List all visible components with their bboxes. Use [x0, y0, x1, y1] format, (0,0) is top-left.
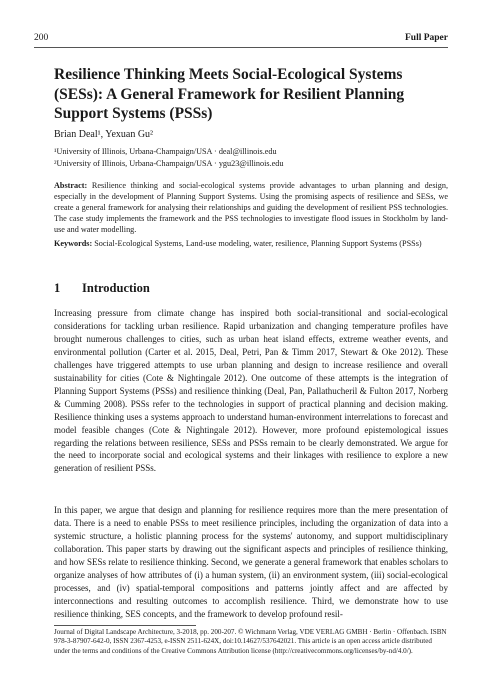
keywords-text: Social-Ecological Systems, Land-use modeling, water, resilience, Planning Support Systems (PSSs)	[94, 239, 422, 248]
body-paragraph-1: Increasing pressure from climate change has inspired both social-transitional and social-ecological considerations for tackling urban resilience. Rapid urbanization and changing temperature profiles have brought numerous challenges to cities, such as urban heat island effects, extreme weather events, and environmental pollution (Carter et al. 2015, Deal, Petri, Pan & Timm 2017, Stewart & Oke 2012). These challenges have triggered attempts to use urban planning and design to increase resilience and overall sustainability for cities (Cote & Nightingale 2012). One outcome of these attempts is the integration of Planning Support Systems (PSSs) and resilience thinking (Deal, Pan, Pallathucheril & Fulton 2017, Norberg & Cumming 2008). PSSs refer to the technologies in support of practical planning and decision making. Resilience thinking uses a systems approach to understand human-environment interrelations to forecast and model feasible changes (Cote & Nightingale 2012). However, more profound epistemological issues regarding the relations between resilience, SESs and PSSs remain to be clearly demonstrated. We argue for the need to incorporate social and ecological systems and their linkages with resilience to explore a new generation of resilient PSSs.	[54, 308, 448, 474]
paper-type: Full Paper	[404, 33, 448, 43]
paper-title: Resilience Thinking Meets Social-Ecological Systems (SESs): A General Framework for Resilient Planning Support Systems (PSSs)	[54, 66, 405, 122]
section-number: 1	[54, 281, 61, 295]
affiliation-1: ¹University of Illinois, Urbana-Champaign/USA · deal@illinois.edu	[54, 147, 277, 156]
keywords	[54, 238, 448, 249]
keywords-label: Keywords:	[54, 239, 93, 248]
section-title: Introduction	[82, 281, 150, 295]
footer-citation: Journal of Digital Landscape Architecture, 3-2018, pp. 200-207. © Wichmann Verlag, VDE VERLAG GMBH · Berlin · Offenbach. ISBN 978-3-87907-642-0, ISSN 2367-4253, e-ISSN 2511-624X, doi:10.14627/537642021. This article is an open access article distributed under the terms and conditions of the Creative Commons Attribution license (http://creativecommons.org/licenses/by-nd/4.0/).	[54, 628, 447, 655]
abstract-text: Resilience thinking and social-ecological systems provide advantages to urban planning and design, especially in the development of Planning Support Systems. Using the promising aspects of resilience and SESs, we create a general framework for analysing their relationships and guiding the development of resilient PSS technologies. The case study implements the framework and the PSS technologies to investigate flood issues in Stockholm by land-use and water modelling.	[54, 181, 449, 235]
abstract-label: Abstract:	[54, 181, 88, 190]
header-rule	[34, 47, 448, 48]
body-paragraph-2: In this paper, we argue that design and planning for resilience requires more than the mere presentation of data. There is a need to enable PSSs to meet resilience principles, including the organization of data into a systemic structure, a holistic planning process for the systems' autonomy, and support multidisciplinary collaboration. This paper starts by drawing out the significant aspects and principles of resilience thinking, and how SESs relate to resilience thinking. Second, we generate a general framework that enables scholars to organize analyses of how attributes of (i) a human system, (ii) an environment system, (iii) social-ecological processes, and (iv) spatial-temporal compositions and patterns jointly affect and are affected by interconnections and resulting outcomes to accomplish resilience. Third, we demonstrate how to use resilience thinking, SES concepts, and the framework to develop profound resil-	[54, 505, 448, 619]
abstract	[54, 180, 448, 235]
footer-rule	[54, 625, 196, 626]
affiliation-2: ²University of Illinois, Urbana-Champaign/USA · ygu23@illinois.edu	[54, 159, 284, 168]
page-number: 200	[34, 33, 49, 43]
authors: Brian Deal¹, Yexuan Gu²	[54, 129, 154, 140]
